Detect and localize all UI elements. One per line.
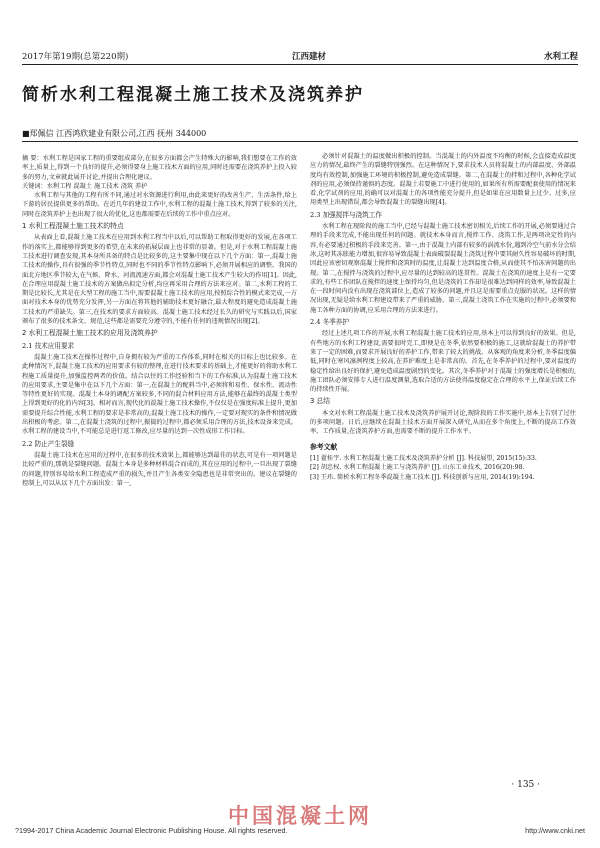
left-column: [22, 152, 297, 780]
body-paragraph: 本文对水利工程混凝土施工技术及浇筑养护展开讨论,现阶段的工作实施中,基本上告别了过往的多项问题。日后,应继续在混凝土技术方面开展深入研究,从而在多个角度上,不断的提高工作效率、工作质量,在浇筑养护方面,也需要不断的提升工作水平。: [310, 409, 576, 436]
copyright-footer: [15, 826, 585, 835]
abstract: 摘 要：水利工程是国家工程的重要组成部分,在很多方面都会产生特殊大的影响,我们想要在工作的效率上,质量上,得到一个良好的提升,必须得要身上施工技术方面的应用,同时还需要在浇筑养护上投入较多的努力,文章就此展开讨论,并提出合理化建议。: [22, 155, 297, 181]
reference-item: [2] 胡忠权. 水利工程混凝土施工与浇筑养护 [J]. 山东工业技术, 2016(20):98.: [310, 464, 525, 472]
title-rule: [22, 141, 578, 142]
reference-list: [310, 454, 576, 482]
running-header: [22, 50, 578, 62]
body-paragraph: 水利工程与其他的工程有所不同,通过对水资源进行利用,由此来更好的改善生产、生活条件,给上下游的居民提供更多的帮助。在近几年的建设工作中,水利工程的混凝土施工技术,得到了较多的关注,同时在浇筑养护上也出现了很大的优化,这也都需要在后续的工作中重点应对。: [22, 192, 297, 218]
section-heading: 3 总结: [310, 397, 331, 406]
section-name: 水利工程: [543, 52, 578, 62]
section-heading: 2 水利工程混凝土施工技术的应用及浇筑养护: [22, 329, 158, 338]
article-title: 简析水利工程混凝土施工技术及浇筑养护: [22, 85, 364, 105]
right-column: [310, 152, 576, 780]
header-rule: [22, 64, 578, 65]
cnki-url: http://www.cnki.net: [525, 826, 585, 835]
page-number: · 135 ·: [511, 780, 540, 790]
reference-item: [3] 王玮. 简析水利工程冬季混凝土施工技术 [J]. 科技创新与应用, 2014(19):194.: [310, 473, 535, 481]
section-heading: 2.4 冬季养护: [310, 318, 349, 327]
watermark: 中国混凝土网: [228, 804, 372, 828]
copyright-text: ?1994-2017 China Academic Journal Electronic Publishing House. All rights reserved.: [15, 826, 288, 835]
journal-name: 江西建材: [292, 52, 327, 62]
body-paragraph: 混凝土施工技术在操作过程中,自身拥有较为严重的工作体系,同时在相关的目标上也比较多。在此种情况下,混凝土施工技术的应用要求有较的整理,在进行技术要求的基础上,才能更好的将助水利工程施工质量提升,加强监控两者的价值。结合以往的工作经验和当下的工作标准,认为混凝土施工技术的应用要求,主要是集中在以下几个方面：第一,在混凝土的配料当中,必须将和易性、保水性、流动性等特性更好的实现。混凝土本身的调配方案较多,不同的混合材料应用方法,能够在最终的混凝土类型上得到更好的化的内容[3]。相对而言,现代化的混凝土施工技术操作,不仅仅是在强度标准上提升,更加需要提升综合性能,水利工程的要求是非常高的,混凝土施工技术的操作,一定要对现实的条件和情况做出积极的考虑。第二,在混凝土浇筑的过程中,振捣的过程中,都必须采用合理的方法,技术设备来完成。水利工程的建设当中,不可能总是进行返工修改,应尽量的达到一次性成形工作目标。: [22, 353, 297, 436]
references-title: 参考文献: [310, 442, 338, 451]
body-paragraph: 经过上述几项工作的开展,水利工程混凝土施工技术的应用,基本上可以得到良好的效果。但是,有些地方的水利工程建设,需要很时完工,即便是在冬季,依然要积极的施工,这就给混凝土的养护带来了一定的困难,而要求开展良好的养护工作,带来了较大的挑战。从客观的角度来分析,冬季温度偏低,同时在寒风凛冽程度上较高,在养护难度上是非常高的。首先,在冬季养护的过程中,要对温度的稳定性给出良好的保护,避免造成温度剧烈的变化。其次,冬季养护对于混凝土的强度增长是积极的,施工团队必须安排专人进行温度测量,选取合适的方法使得温度稳定在合理的水平上,保证后续工作的持续性开展。: [310, 330, 576, 394]
body-paragraph: 水利工程在现阶段的施工当中,已经与混凝土施工技术密切相关,后续工作的开展,必须要通过合理的手段来完成,不能出现任何的问题。就技术本身而言,搅拌工作、浇筑工作,是两项决定性的内容,有必要通过积极的手段来完善。第一,由于混凝土内部有较多的涡流水份,遇到冷空气前水分会结冰,这时其冻胀能力增加,很容易导致混凝土表面破裂混凝土浇筑过程中要其耐久性容易破坏的时期,因此应该密切观察混凝土搅拌和浇筑时的温度,让混凝土达到温度合格,从而使其不怕冻害问题的出现。第二,在搅拌与浇筑的过程中,应尽量的达到较高的连贯性。混凝土在浇筑的速度上是有一定要求的,有些工作团队在搅拌的速度上保持均匀,但是浇筑的工作却是很难达到同样的效率,导致混凝土在一段时间内没有出现在浇筑部位上,造成了较多的问题,并且这是需要重点克服的状况。这样的情况出现,无疑是给水利工程建设带来了严重的威胁。第三,混凝土浇筑工作在实施的过程中,必须要和施工各种方面的协调,应采用合理的方法来进行。: [310, 223, 576, 314]
body-paragraph: 必须针对混凝土的温度做出积极的控制。当混凝土的内外温度不均衡的时候,会直接造成温度应力的情况,最终产生的裂缝特别强烈。在这种情况下,要求技术人员将混凝土的内部温度、外部温度均有效控制,加强施工环境的积极控制,避免造成裂缝。第二,在混凝土的拌和过程中,各种化学试剂的应用,必须保持谨慎的态度。混凝土若要施工中进行使用的,如果所有所需要配套使用的情况来看,化学试剂的应用,的确可以对混凝土的各项性能充分提升,但是如果在应用数量上过少、过多,应用类型上出现错误,都会导致混凝土的裂缝出现[4]。: [310, 153, 576, 207]
author-line: ■郑佩信 江西鸿欣建业有限公司,江西 抚州 344000: [22, 129, 207, 138]
section-heading: 2.3 加强搅拌与浇筑工作: [310, 210, 382, 219]
section-heading: 2.1 技术应用要求: [22, 341, 75, 350]
reference-item: [1] 翟桂宇. 水利工程混凝土施工技术及浇筑养护分析 [J]. 科技展望, 2015(15):33.: [310, 454, 537, 462]
keywords: 关键词：水利工程 混凝土 施工技术 浇筑 养护: [22, 182, 148, 190]
issue-info: 2017年第19期(总第220期): [22, 52, 129, 62]
body-paragraph: 从表面上看,混凝土施工技术在应用到水利工程当中以后,可以帮助工程取得更好的发展,在各项工作的落实上,都能够得到更多的希望,在未来的拓展层面上也非常的显著。但是,对于水利工程混凝土施工技术进行调查发现,其本身所具备的特点是比较多的,这主要集中现在以下几个方面：第一,混凝土施工技术的操作,具有很强的季节性特点,同时也不同的季节性特点影响下,必须开展相应的调整。我国的面北方地区季节较大,在气候、降水、河流流速方面,都会对混凝土施工技术产生较大的作用[1]。因此,在合理应用混凝土施工技术的方案做出拟定分析,均应再采用合理的方法来应对。第二,水利工程的工期是比较长,尤其是在大型工程的施工当中,需要混凝土施工技术的应用,按照综合性的模式来完成,一方面对技术本身的优势充分发挥,另一方面在将其他的辅助技术更好融合,最大程度的避免造成混凝土施工技术的严重缺失。第三,在技术的要求方面较高。混凝土施工技术经过长久的研究与实践以后,国家颁布了很多的技术条文、规范,这些都是需要充分遵守的,不能有任何的违规情况出现[2]。: [22, 234, 297, 326]
body-paragraph: 混凝土施工技术在应用的过程中,在很多的技术效果上,都能够达到最佳的状态,可是有一项问题是比较严重的,那就是裂缝问题。混凝土本身是多种材料混合而成的,其在应用的过程中,一旦出现了裂缝的问题,特别容易给水利工程造成严重的损失,并且产生各类安全隐患也是非常突出的。建议在裂缝的控制上,可以从以下几个方面出发：第一,: [22, 451, 297, 487]
section-heading: 2.2 防止产生裂缝: [22, 439, 75, 448]
section-heading: 1 水利工程混凝土施工技术的特点: [22, 222, 124, 231]
